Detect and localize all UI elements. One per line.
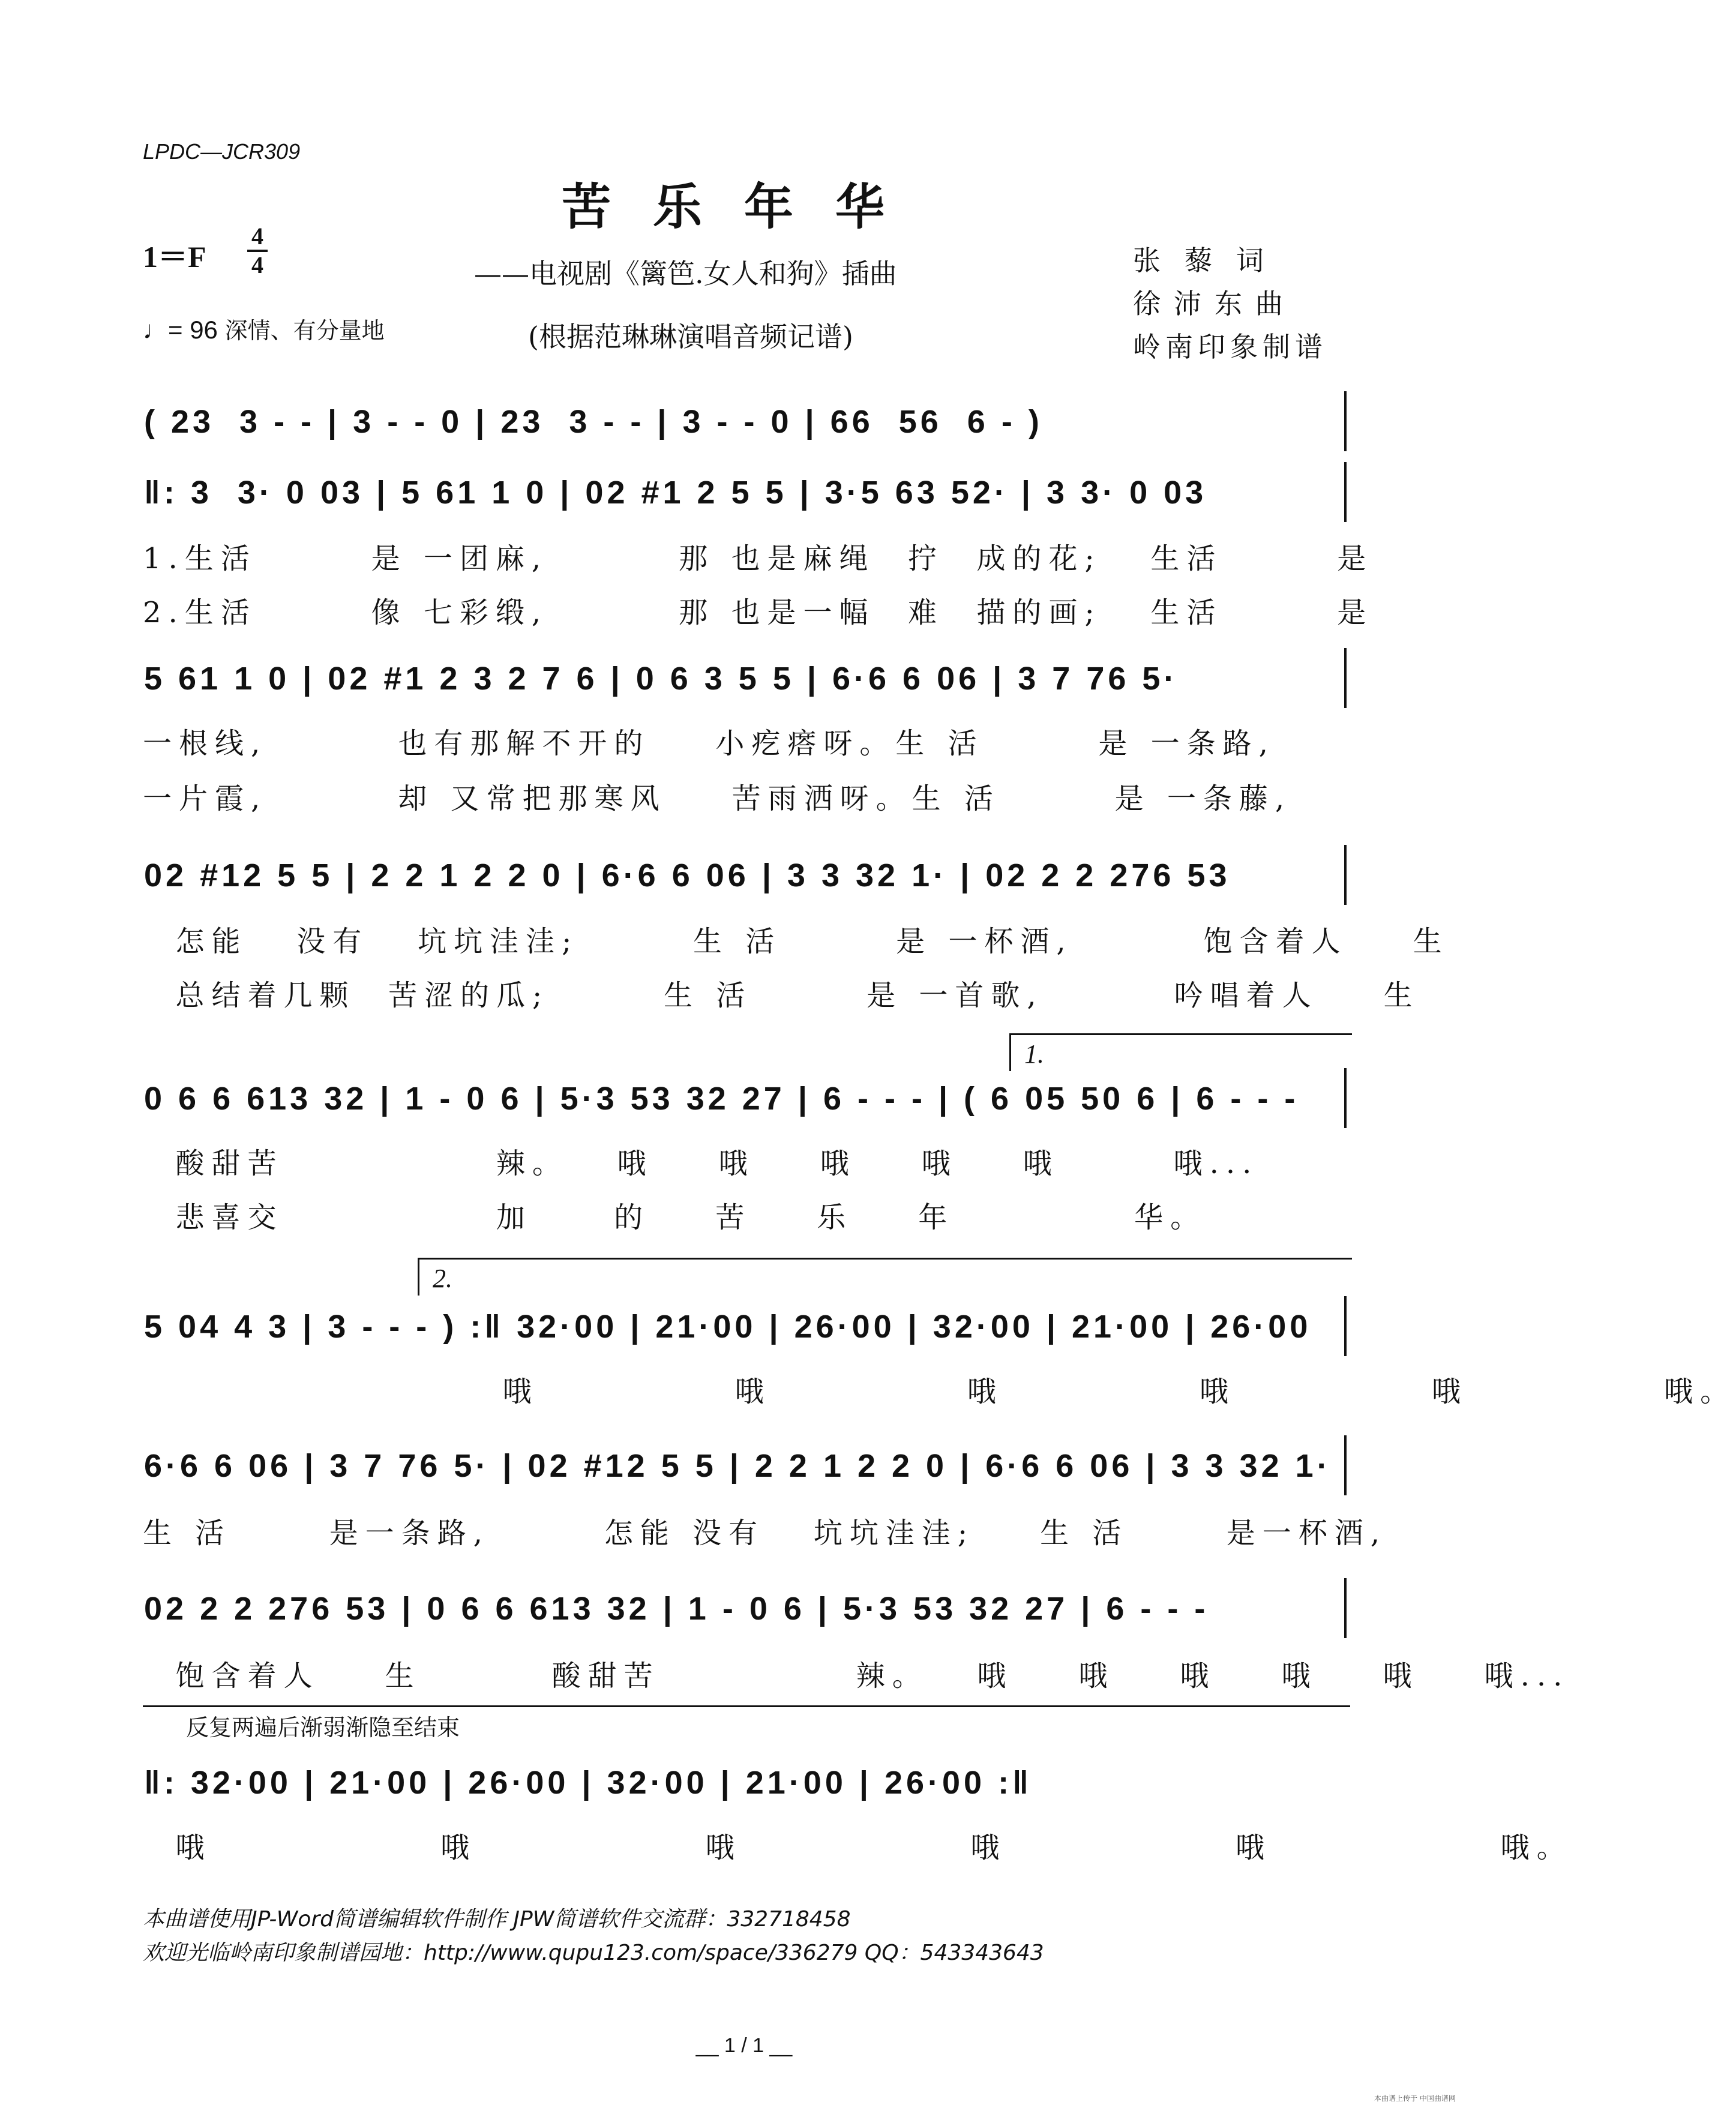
- lyricist-credit: 张藜词: [1133, 244, 1288, 277]
- barline: [1344, 1296, 1347, 1356]
- song-title: 苦乐年华: [561, 178, 927, 236]
- key-signature: 1＝F: [143, 240, 206, 274]
- score-row: [138, 857, 1350, 911]
- lyric-line: 一片霞, 却 又常把那寒风 苦雨洒呀。生 活 是 一条藤,: [143, 782, 1292, 815]
- notation-line: 5 04 4 3 | 3 - - - ) :‖ 32·00 | 21·00 | 26·00 | 32·00 | 21·00 | 26·00: [144, 1309, 1312, 1345]
- footer-software-note: 本曲谱使用JP-Word简谱编辑软件制作 JPW简谱软件交流群：332718458: [143, 1907, 851, 1932]
- notation-line: ( 23 3 - - | 3 - - 0 | 23 3 - - | 3 - - 0 | 66 56 6 - ): [144, 404, 1043, 440]
- barline: [1344, 648, 1347, 708]
- barline: [1344, 845, 1347, 905]
- tempo-marking: [143, 312, 385, 345]
- transcription-note: (根据范琳琳演唱音频记谱): [528, 320, 853, 353]
- notation-line: ‖: 3 3· 0 03 | 5 61 1 0 | 02 #1 2 5 5 | 3·5 63 52· | 3 3· 0 03: [144, 475, 1207, 511]
- volta-1-label: 1.: [1024, 1039, 1044, 1069]
- lyric-line: 2.生活 像 七彩缎, 那 也是一幅 难 描的画; 生活 是: [143, 596, 1374, 629]
- barline: [1344, 1435, 1347, 1495]
- barline: [1344, 1578, 1347, 1638]
- barline: [1344, 1068, 1347, 1128]
- volta-2-label: 2.: [433, 1264, 452, 1293]
- tempo-value: ♩= 96: [143, 316, 218, 344]
- score-row: [138, 1590, 1350, 1644]
- lyric-line: 一根线, 也有那解不开的 小疙瘩呀。生 活 是 一条路,: [143, 727, 1275, 760]
- lyric-line: 悲喜交 加 的 苦 乐 年 华。: [143, 1201, 1207, 1234]
- score-row-ending: [138, 1764, 1350, 1818]
- lyric-line: 生 活 是一条路, 怎能 没有 坑坑洼洼; 生 活 是一杯酒,: [143, 1516, 1387, 1550]
- page-number: __ 1 / 1 __: [695, 2034, 793, 2057]
- barline: [1344, 462, 1347, 522]
- upload-stamp: 本曲谱上传于 中国曲谱网: [1374, 2094, 1456, 2103]
- notation-line: ‖: 32·00 | 21·00 | 26·00 | 32·00 | 21·00 | 26·00 :‖: [144, 1765, 1032, 1801]
- time-signature: [247, 223, 268, 278]
- lyric-line: 饱含着人 生 酸甜苦 辣。 哦 哦 哦 哦 哦 哦...: [143, 1659, 1570, 1693]
- composer-credit: 徐沛东曲: [1133, 287, 1296, 320]
- lyric-line: 酸甜苦 辣。 哦 哦 哦 哦 哦 哦...: [143, 1147, 1259, 1180]
- lyric-line: 总结着几颗 苦涩的瓜; 生 活 是 一首歌, 吟唱着人 生: [143, 979, 1420, 1012]
- lyric-line: 哦 哦 哦 哦 哦 哦。: [143, 1375, 1736, 1408]
- lyric-line: 1.生活 是 一团麻, 那 也是麻绳 拧 成的花; 生活 是: [143, 542, 1374, 575]
- score-row: [138, 1447, 1350, 1501]
- score-row: [138, 1080, 1350, 1134]
- repeat-instruction: 反复两遍后渐弱渐隐至结束: [186, 1714, 460, 1741]
- score-row: [138, 1308, 1350, 1362]
- time-sig-top: 4: [251, 223, 263, 250]
- lyric-line: 哦 哦 哦 哦 哦 哦。: [143, 1831, 1573, 1864]
- notation-line: 5 61 1 0 | 02 #1 2 3 2 7 6 | 0 6 3 5 5 | 6·6 6 06 | 3 7 76 5·: [144, 661, 1179, 697]
- barline: [1344, 391, 1347, 451]
- notation-line: 6·6 6 06 | 3 7 76 5· | 02 #12 5 5 | 2 2 1 2 2 0 | 6·6 6 06 | 3 3 32 1·: [144, 1448, 1332, 1484]
- score-code: LPDC—JCR309: [143, 139, 301, 164]
- arranger-credit: 岭南印象制谱: [1133, 331, 1327, 363]
- score-row-intro: [138, 403, 1350, 457]
- notation-line: 02 2 2 276 53 | 0 6 6 613 32 | 1 - 0 6 | 5·3 53 32 27 | 6 - - -: [144, 1591, 1209, 1627]
- score-row: [138, 660, 1350, 714]
- footer-website-note: 欢迎光临岭南印象制谱园地：http://www.qupu123.com/space/336279 QQ：543343643: [143, 1941, 1044, 1965]
- subtitle: ——电视剧《篱笆.女人和狗》插曲: [474, 257, 897, 290]
- lyric-line: 怎能 没有 坑坑洼洼; 生 活 是 一杯酒, 饱含着人 生: [143, 925, 1449, 958]
- score-row: [138, 474, 1350, 528]
- notation-line: 0 6 6 613 32 | 1 - 0 6 | 5·3 53 32 27 | 6 - - - | ( 6 05 50 6 | 6 - - -: [144, 1081, 1299, 1117]
- notation-line: 02 #12 5 5 | 2 2 1 2 2 0 | 6·6 6 06 | 3 3 32 1· | 02 2 2 276 53: [144, 857, 1231, 893]
- time-sig-bottom: 4: [251, 251, 263, 278]
- volta-2-bracket: [418, 1258, 1352, 1296]
- tempo-expression: 深情、有分量地: [224, 317, 385, 344]
- volta-1-bracket: [1009, 1033, 1352, 1071]
